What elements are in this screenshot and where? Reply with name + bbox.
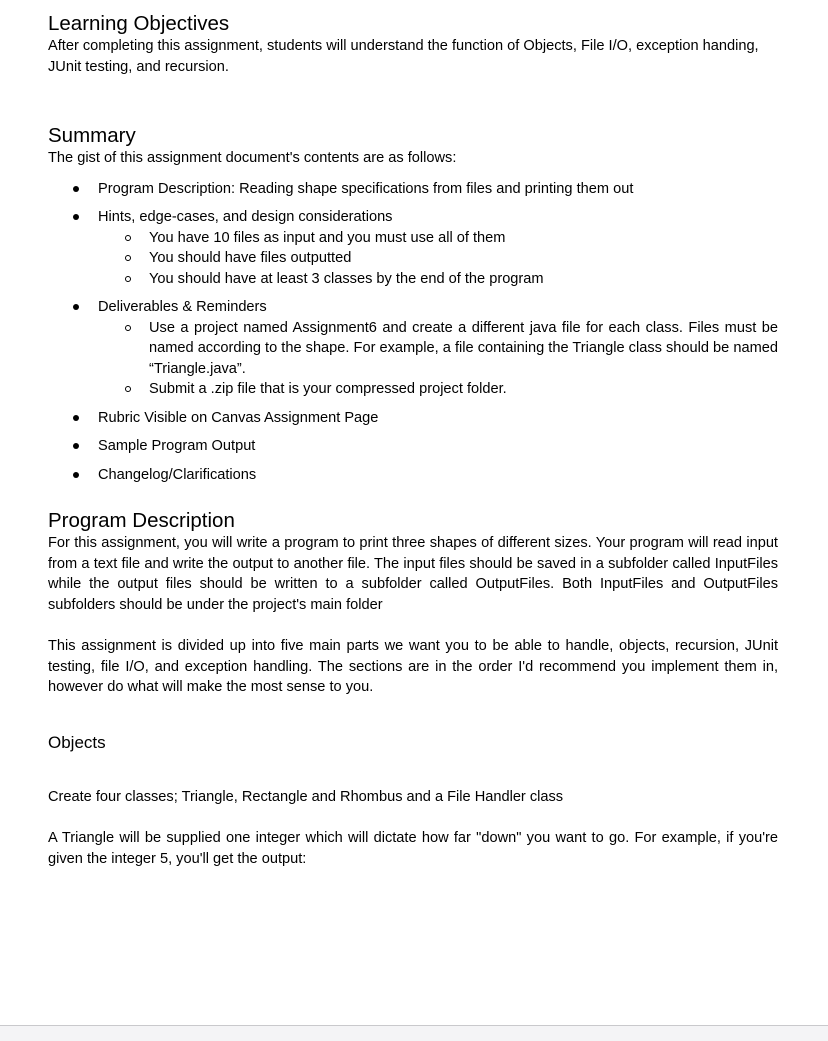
- sub-list-item: [98, 379, 778, 400]
- hollow-bullet-icon: [125, 276, 131, 282]
- bullet-icon: [73, 304, 79, 310]
- bullet-icon: [73, 472, 79, 478]
- program-description-para1: For this assignment, you will write a program to print three shapes of different sizes. Your program will read input from a text file and write the output to another file. The input files should be saved in a subfolder called InputFiles while the output files should be written to a subfolder called OutputFiles. Both InputFiles and OutputFiles subfolders should be under the project's main folder: [48, 535, 778, 613]
- summary-heading: Summary: [48, 124, 136, 147]
- list-item-label: Sample Program Output: [98, 438, 256, 454]
- page-footer-bar: [0, 1025, 828, 1041]
- program-description-heading: Program Description: [48, 509, 235, 532]
- bullet-icon: [73, 443, 79, 449]
- summary-list: [48, 179, 778, 486]
- sub-list-item-label: Submit a .zip file that is your compressed project folder.: [149, 381, 507, 397]
- bullet-icon: [73, 186, 79, 192]
- objects-para1: Create four classes; Triangle, Rectangle and Rhombus and a File Handler class: [48, 788, 564, 805]
- summary-intro: The gist of this assignment document's contents are as follows:: [48, 150, 457, 166]
- list-item: [48, 465, 778, 486]
- learning-objectives-heading: Learning Objectives: [48, 12, 230, 35]
- list-item: [48, 408, 778, 429]
- bullet-icon: [73, 415, 79, 421]
- hollow-bullet-icon: [125, 235, 131, 241]
- list-item-label: Hints, edge-cases, and design considerations: [98, 209, 393, 225]
- list-item-label: Deliverables & Reminders: [98, 299, 267, 315]
- hollow-bullet-icon: [125, 255, 131, 261]
- sub-list-item-label: You have 10 files as input and you must use all of them: [149, 229, 506, 246]
- sub-list-item-label: You should have files outputted: [149, 250, 352, 266]
- list-item: [48, 297, 778, 400]
- hollow-bullet-icon: [125, 386, 131, 392]
- list-item-label: Rubric Visible on Canvas Assignment Page: [98, 409, 379, 426]
- sub-list-item: [98, 248, 778, 269]
- list-item-label: Program Description: Reading shape specifications from files and printing them out: [98, 180, 634, 197]
- objects-para2: A Triangle will be supplied one integer which will dictate how far "down" you want to go. For example, if you're given the integer 5, you'll get the output:: [48, 830, 778, 867]
- sub-list-item: [98, 228, 778, 249]
- deliverables-sublist: [98, 318, 778, 400]
- sub-list-item-label: You should have at least 3 classes by the end of the program: [149, 270, 544, 287]
- hollow-bullet-icon: [125, 325, 131, 331]
- list-item-label: Changelog/Clarifications: [98, 466, 257, 483]
- sub-list-item: [98, 318, 778, 380]
- list-item: [48, 207, 778, 289]
- document-page: [48, 12, 778, 869]
- program-description-para2: This assignment is divided up into five main parts we want you to be able to handle, objects, recursion, JUnit testing, file I/O, and exception handling. The sections are in the order I'd recommend you implement them in, however do what will make the most sense to you.: [48, 638, 778, 695]
- learning-objectives-text: After completing this assignment, students will understand the function of Objects, File I/O, exception handing, JUnit testing, and recursion.: [48, 38, 759, 75]
- sub-list-item-label: Use a project named Assignment6 and create a different java file for each class. Files must be named according to the shape. For example, a file containing the Triangle class should be named “Triangle.java”.: [149, 319, 778, 377]
- bullet-icon: [73, 214, 79, 220]
- objects-heading: Objects: [48, 732, 106, 752]
- list-item: [48, 436, 778, 457]
- hints-sublist: [98, 228, 778, 290]
- list-item: [48, 179, 778, 200]
- sub-list-item: [98, 269, 778, 290]
